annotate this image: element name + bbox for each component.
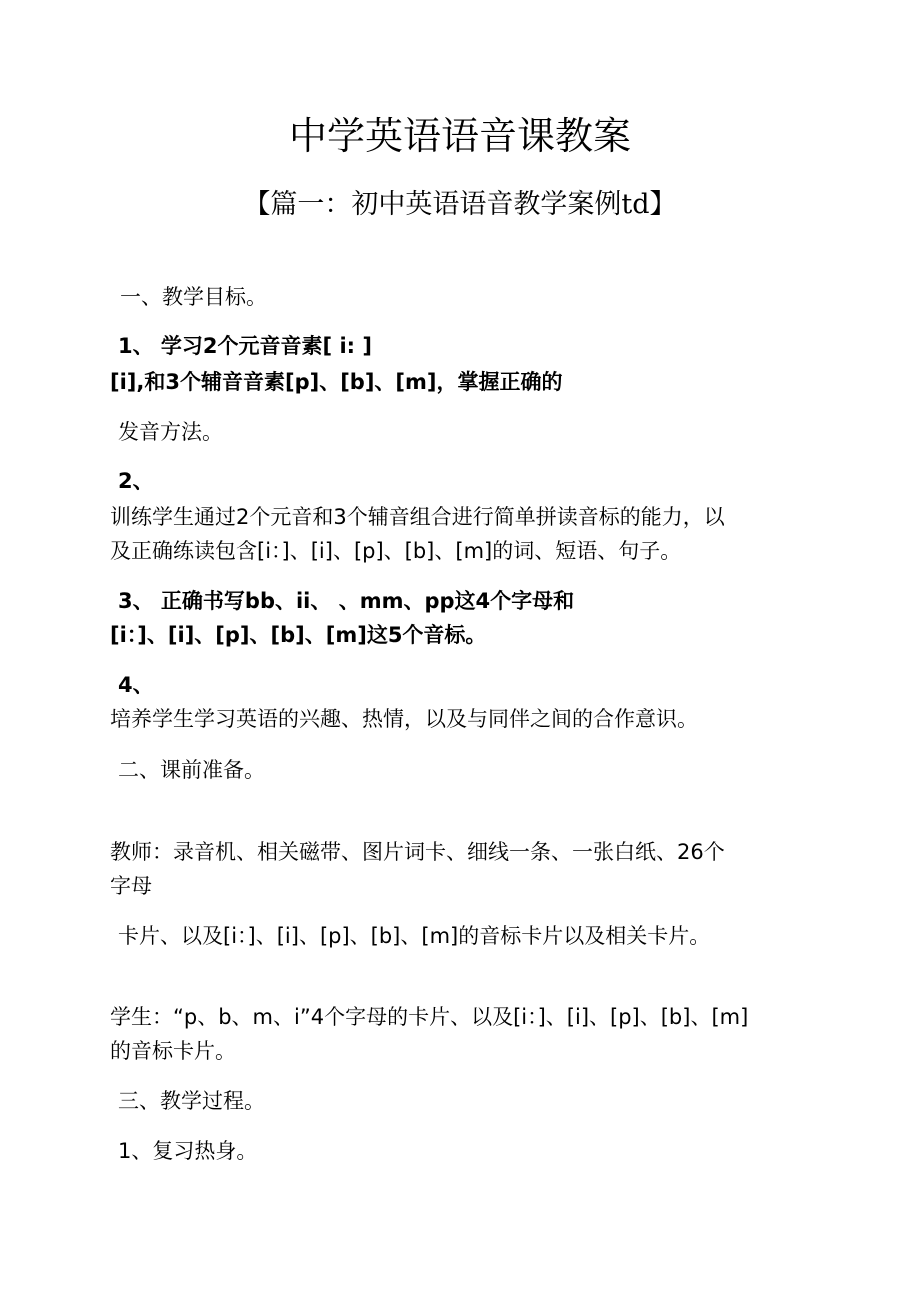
paragraph-line: 教师：录音机、相关磁带、图片词卡、细线一条、一张白纸、26个 [110,840,725,864]
paragraph-line: 1、复习热身。 [118,1139,258,1163]
paragraph-line: 学生：“p、b、m、i”4个字母的卡片、以及[i：]、[i]、[p]、[b]、[m] [110,1005,749,1029]
paragraph-line: 及正确练读包含[i：]、[i]、[p]、[b]、[m]的词、短语、句子。 [110,539,682,563]
paragraph-line: 1、 学习2个元音音素[ i: ] [118,334,372,358]
paragraph-line: 发音方法。 [118,420,223,444]
document-title: 中学英语语音课教案 [288,114,631,158]
document-subtitle: 【篇一：初中英语语音教学案例td】 [243,189,677,220]
paragraph-line: 2、 [118,469,154,493]
section-heading-preparation: 二、课前准备。 [118,758,265,782]
paragraph-line: 培养学生学习英语的兴趣、热情，以及与同伴之间的合作意识。 [110,707,698,731]
paragraph-line: 3、 正确书写bb、ii、 、mm、pp这4个字母和 [118,589,575,613]
paragraph-line: 的音标卡片。 [110,1039,236,1063]
paragraph-line: 卡片、以及[i：]、[i]、[p]、[b]、[m]的音标卡片以及相关卡片。 [118,924,711,948]
section-heading-objectives: 一、教学目标。 [120,285,267,309]
paragraph-line: 训练学生通过2个元音和3个辅音组合进行简单拼读音标的能力，以 [110,505,725,529]
section-heading-process: 三、教学过程。 [118,1089,265,1113]
paragraph-line: 4、 [118,673,154,697]
paragraph-line: [i],和3个辅音音素[p]、[b]、[m]，掌握正确的 [110,370,563,394]
paragraph-line: [i：]、[i]、[p]、[b]、[m]这5个音标。 [110,623,487,647]
paragraph-line: 字母 [110,874,152,898]
